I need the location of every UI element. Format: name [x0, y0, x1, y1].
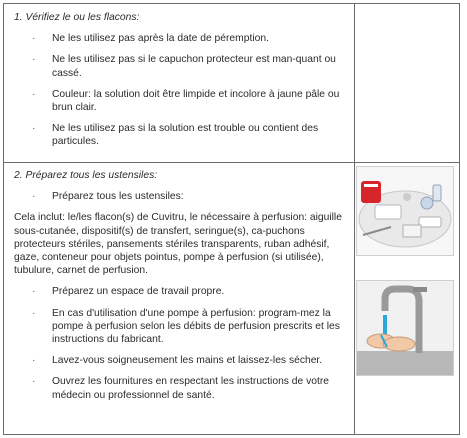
section-verify-vials — [14, 11, 348, 157]
list-item — [14, 122, 348, 148]
list-item — [14, 53, 348, 79]
list-item-text: Préparez un espace de travail propre. — [52, 286, 225, 298]
list-item — [14, 88, 348, 114]
column-divider — [354, 4, 355, 434]
bullet-mark: · — [32, 88, 36, 100]
list-item-text: Couleur: la solution doit être limpide et incolore à jaune pâle ou brun clair. — [52, 88, 340, 114]
list-item-text: Ne les utilisez pas si la solution est trouble ou contient des particules. — [52, 123, 319, 148]
bullet-mark: · — [32, 307, 36, 319]
list-item-text: Lavez-vous soigneusement les mains et laissez-les sécher. — [52, 355, 323, 367]
list-item — [14, 354, 348, 367]
supplies-paragraph: Cela inclut: le/les flacon(s) de Cuvitru, le nécessaire à perfusion: aiguille sous-cutanée, dispositif(s) de transfert, seringue(s), ca-puchons protecteurs stériles, pansements stériles transparents, ruban adhésif, gaze, conteneur pour objets pointus, pompe à perfusion (si utilisée), tubulure, carnet de perfusion. — [14, 212, 342, 277]
bullet-mark: · — [32, 355, 36, 367]
section-prepare-supplies — [14, 169, 348, 410]
list-item — [14, 32, 348, 45]
list-item-text: Préparez tous les ustensiles: — [52, 191, 184, 203]
row-divider — [4, 162, 459, 163]
bullet-mark: · — [32, 33, 36, 45]
bullet-mark: · — [32, 286, 36, 298]
list-item — [14, 285, 348, 298]
list-item-text: Ne les utilisez pas si le capuchon protecteur est man-quant ou cassé. — [52, 54, 336, 79]
bullet-mark: · — [32, 376, 36, 388]
bullet-mark: · — [32, 123, 36, 135]
section-heading: 2. Préparez tous les ustensiles: — [14, 170, 158, 181]
list-item-text: En cas d'utilisation d'une pompe à perfusion: program-mez la pompe à perfusion selon les débits de perfusion prescrits et les instructions du fabricant. — [52, 307, 340, 346]
list-item-text: Ne les utilisez pas après la date de péremption. — [52, 33, 269, 45]
list-item — [14, 190, 348, 203]
section-heading: 1. Vérifiez le ou les flacons: — [14, 12, 140, 23]
list-item — [14, 375, 348, 401]
handwashing-illustration — [356, 280, 454, 376]
bullet-mark: · — [32, 191, 36, 203]
bullet-mark: · — [32, 54, 36, 66]
list-item — [14, 307, 348, 347]
list-item-text: Ouvrez les fournitures en respectant les instructions de votre médecin ou professionnel de santé. — [52, 376, 330, 401]
supplies-illustration — [356, 166, 454, 256]
